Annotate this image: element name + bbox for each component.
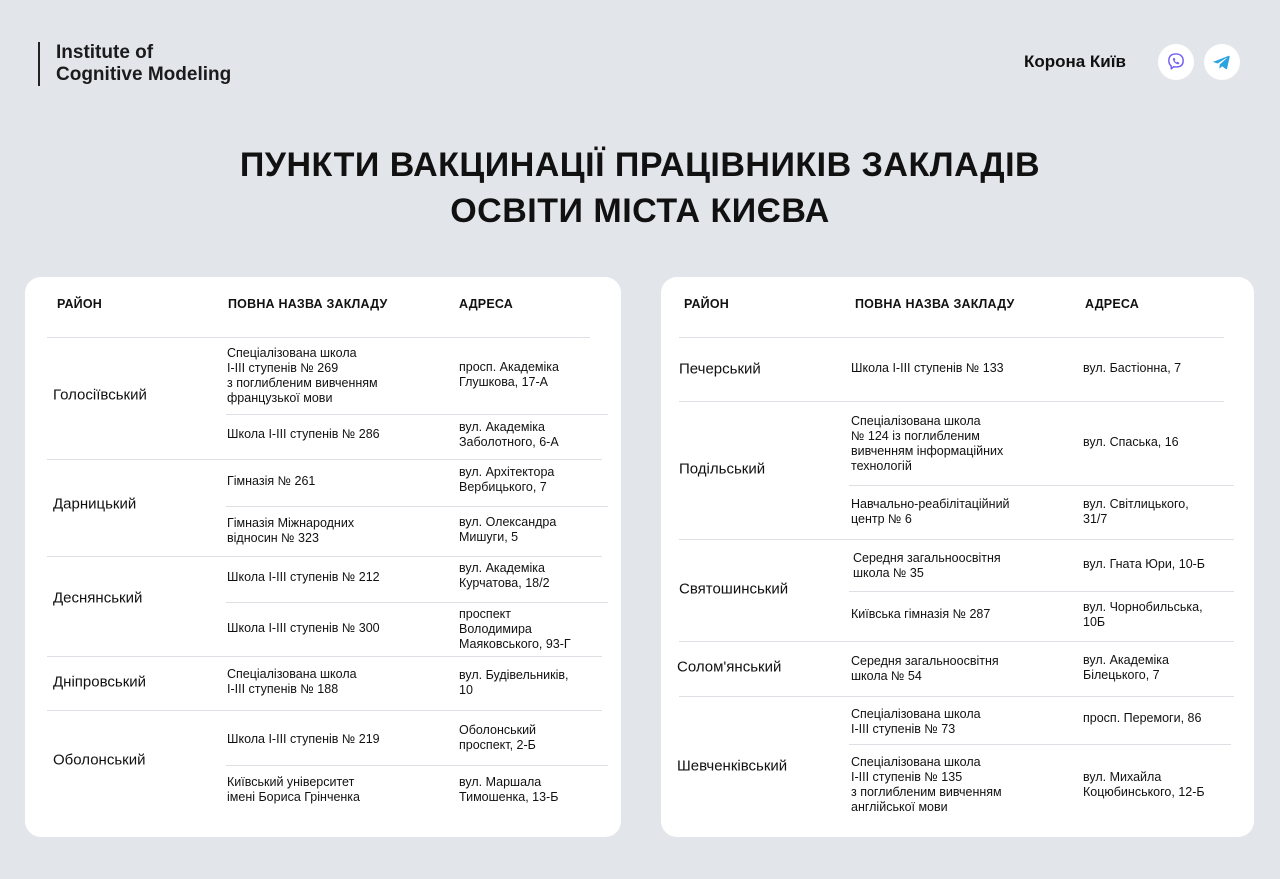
institution-name: Школа І-ІІІ ступенів № 219	[227, 732, 380, 746]
divider	[226, 765, 608, 766]
page-title-line-2: ОСВІТИ МІСТА КИЄВА	[450, 192, 830, 230]
district-name: Солом'янський	[677, 658, 782, 676]
district-name: Подільський	[679, 460, 766, 478]
column-header-district: РАЙОН	[684, 297, 730, 311]
column-header-address: АДРЕСА	[1085, 297, 1140, 311]
institution-address: вул. Чорнобильська, 10Б	[1083, 600, 1203, 629]
divider	[226, 414, 608, 415]
district-name: Деснянський	[53, 589, 143, 607]
institution-name: Київський університет імені Бориса Грінченка	[227, 775, 361, 804]
institution-name: Середня загальноосвітня школа № 35	[853, 551, 1001, 580]
page-title	[0, 142, 1280, 234]
district-name: Шевченківський	[677, 757, 788, 775]
column-header-name: ПОВНА НАЗВА ЗАКЛАДУ	[228, 297, 388, 311]
district-name: Печерський	[679, 360, 761, 378]
divider	[849, 591, 1234, 592]
institution-address: вул. Академіка Заболотного, 6-А	[459, 420, 559, 449]
right-table-card	[661, 277, 1254, 837]
institution-name: Гімназія Міжнародних відносин № 323	[227, 516, 355, 545]
institution-name: Навчально-реабілітаційний центр № 6	[851, 497, 1010, 526]
divider	[47, 656, 602, 657]
institution-name: Спеціалізована школа № 124 із поглибленим вивченням інформаційних технологій	[851, 414, 1004, 473]
district-name: Оболонський	[53, 751, 146, 769]
institution-address: Оболонський проспект, 2-Б	[459, 723, 537, 752]
divider	[679, 696, 1234, 697]
district-name: Святошинський	[679, 580, 789, 598]
institution-address: вул. Архітектора Вербицького, 7	[459, 465, 555, 494]
divider	[679, 337, 1224, 338]
institution-address: вул. Олександра Мишуги, 5	[459, 515, 557, 544]
institution-address: вул. Світлицького, 31/7	[1083, 497, 1189, 526]
divider	[679, 401, 1224, 402]
telegram-button[interactable]	[1204, 44, 1240, 80]
institution-name: Спеціалізована школа І-ІІІ ступенів № 73	[851, 707, 981, 736]
institution-address: вул. Будівельників, 10	[459, 668, 569, 697]
column-header-address: АДРЕСА	[459, 297, 514, 311]
divider	[47, 459, 602, 460]
column-header-district: РАЙОН	[57, 297, 103, 311]
institution-address: проспект Володимира Маяковського, 93-Г	[459, 607, 571, 651]
header-actions	[1024, 44, 1240, 80]
divider	[226, 602, 608, 603]
divider	[849, 744, 1231, 745]
divider	[47, 337, 590, 338]
institution-address: просп. Академіка Глушкова, 17-А	[459, 360, 559, 389]
institution-address: вул. Гната Юри, 10-Б	[1083, 557, 1206, 571]
divider	[47, 556, 602, 557]
institution-address: вул. Академіка Білецького, 7	[1083, 653, 1169, 682]
institution-address: вул. Спаська, 16	[1083, 435, 1179, 449]
institution-address: вул. Михайла Коцюбинського, 12-Б	[1083, 770, 1205, 799]
district-name: Дарницький	[53, 495, 137, 513]
institution-address: вул. Академіка Курчатова, 18/2	[459, 561, 550, 590]
institution-name: Гімназія № 261	[227, 474, 316, 488]
institution-name: Школа І-ІІІ ступенів № 133	[851, 361, 1004, 375]
divider	[226, 506, 608, 507]
viber-button[interactable]	[1158, 44, 1194, 80]
institution-name: Спеціалізована школа І-ІІІ ступенів № 135 з поглибленим вивченням англійської мови	[851, 755, 1002, 814]
institution-name: Школа І-ІІІ ступенів № 212	[227, 570, 380, 584]
district-name: Дніпровський	[53, 673, 147, 691]
institution-name: Київська гімназія № 287	[851, 607, 991, 621]
logo-line-2: Cognitive Modeling	[56, 64, 232, 85]
left-table-card	[25, 277, 621, 837]
institution-address: вул. Маршала Тимошенка, 13-Б	[459, 775, 559, 804]
table-header	[25, 297, 621, 317]
institution-name: Школа І-ІІІ ступенів № 286	[227, 427, 380, 441]
logo	[38, 42, 231, 86]
institution-address: просп. Перемоги, 86	[1083, 711, 1202, 725]
divider	[679, 539, 1234, 540]
logo-line-1: Institute of	[56, 42, 154, 63]
telegram-icon	[1211, 51, 1233, 73]
institution-name: Школа І-ІІІ ступенів № 300	[227, 621, 380, 635]
institution-name: Спеціалізована школа І-ІІІ ступенів № 269 з поглибленим вивченням французької мови	[227, 346, 378, 405]
institution-address: вул. Бастіонна, 7	[1083, 361, 1182, 375]
table-header	[661, 297, 1254, 317]
divider	[849, 485, 1234, 486]
viber-icon	[1165, 51, 1187, 73]
page-title-line-1: ПУНКТИ ВАКЦИНАЦІЇ ПРАЦІВНИКІВ ЗАКЛАДІВ	[239, 146, 1041, 184]
district-name: Голосіївський	[53, 386, 147, 404]
institution-name: Середня загальноосвітня школа № 54	[851, 654, 999, 683]
divider	[47, 710, 602, 711]
institution-name: Спеціалізована школа І-ІІІ ступенів № 188	[227, 667, 357, 696]
column-header-name: ПОВНА НАЗВА ЗАКЛАДУ	[855, 297, 1015, 311]
brand-name: Корона Київ	[1023, 52, 1126, 71]
divider	[679, 641, 1234, 642]
